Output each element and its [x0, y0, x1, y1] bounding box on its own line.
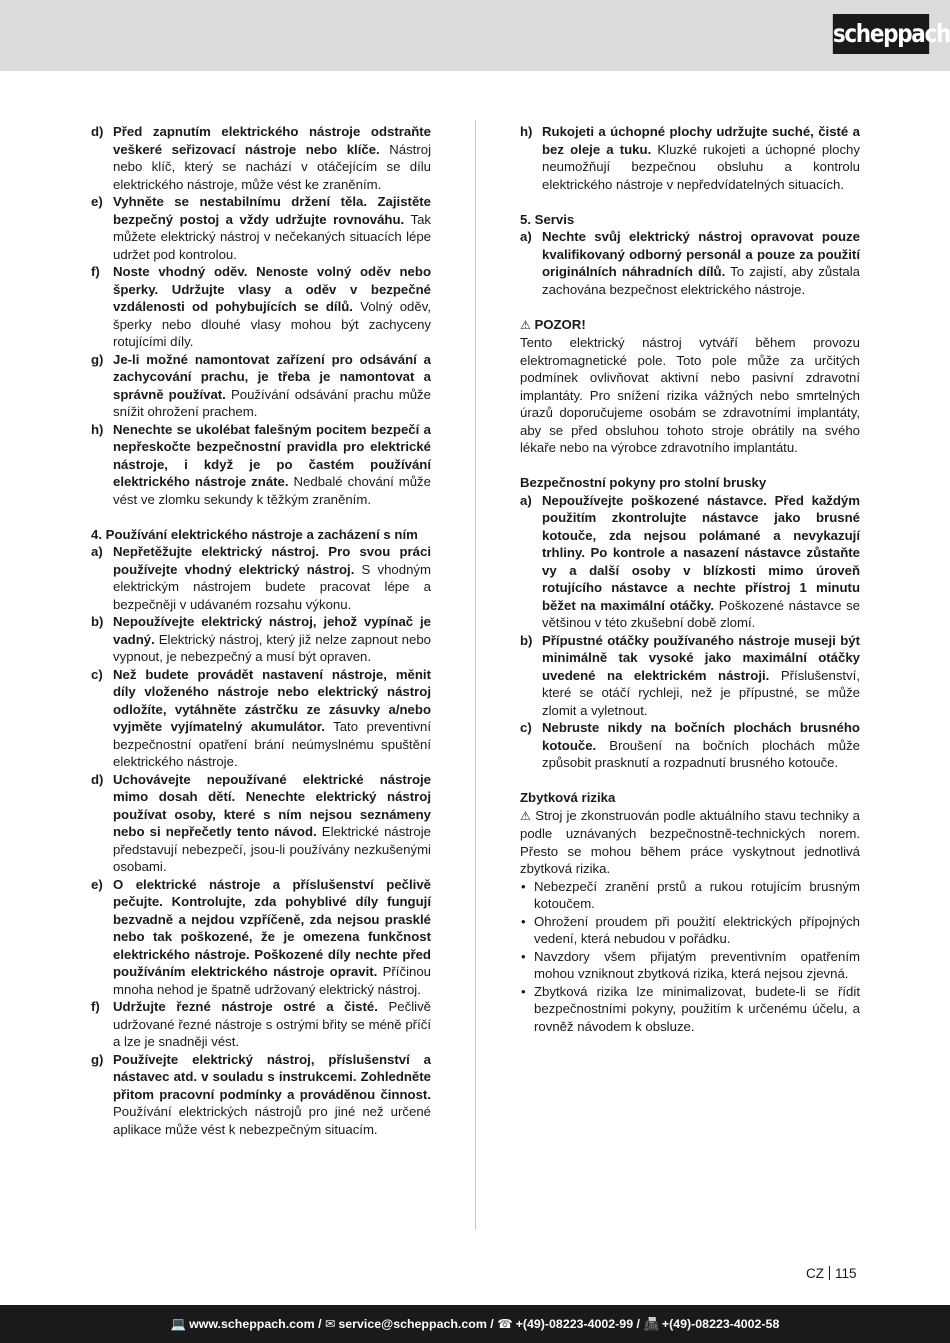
item-bold: Nechte svůj elektrický nástroj opravovat pouze kvalifikovaný odborný personál a pouze za použití originálních náhradních dílů. — [542, 229, 860, 279]
item-text: Poškozené nástavce se většinou v této zkušební době zlomí. — [542, 597, 861, 630]
header-band — [0, 0, 950, 71]
residual-intro — [520, 807, 860, 878]
item-bold: Udržujte řezné nástroje ostré a čisté. — [113, 999, 378, 1014]
warning-icon: ⚠ — [520, 808, 532, 823]
item-bold: Rukojeti a úchopné plochy udržujte suché, čisté a bez oleje a tuku. — [542, 124, 860, 157]
warning-text: Tento elektrický nástroj vytváří během provozu elektromagnetické pole. Toto pole může za určitých podmínek ovlivňovat aktivní nebo pasivní zdravotní implantáty. Pro snížení rizika vážných nebo smrtelných úrazů doporučujeme osobám se zdravotními implantáty, aby se před obsluhou tohoto stroje obrátily na svého lékaře nebo na výrobce zdravotního implantátu. — [520, 335, 860, 455]
item-marker: f) — [91, 264, 100, 279]
grinder-safety-title: Bezpečnostní pokyny pro stolní brusky — [520, 475, 767, 490]
footer-band: 💻 www.scheppach.com / ✉ service@scheppach.com / ☎ +(49)-08223-4002-99 / 📠 +(49)-08223-4002-58 — [0, 1305, 950, 1343]
safety-item-g — [91, 351, 431, 421]
item-marker: b) — [520, 632, 533, 648]
phone-icon: ☎ — [497, 1317, 513, 1331]
item-text: Příslušenství, které se otáčí rychleji, než je přípustné, se může zlomit a vyletnout. — [542, 667, 860, 718]
safety-item-f — [91, 263, 431, 351]
item-marker: a) — [520, 229, 532, 244]
safety-item-h — [91, 421, 431, 509]
footer-mail[interactable]: service@scheppach.com — [338, 1317, 487, 1331]
footer-web[interactable]: www.scheppach.com — [189, 1317, 315, 1331]
tool-use-item-c — [91, 666, 431, 771]
fax-icon: 📠 — [643, 1317, 659, 1331]
tool-use-item-e — [91, 876, 431, 999]
tool-use-item-d — [91, 771, 431, 876]
page-num-value: 115 — [835, 1266, 857, 1281]
bullet-dot: • — [521, 948, 526, 964]
item-text: Volný oděv, šperky nebo dlouhé vlasy mohou být zachyceny rotujícími díly. — [113, 299, 431, 349]
grinder-item-b — [520, 632, 860, 720]
item-text: Elektrické nástroje představují nebezpečí, jsou-li používány nezkušenými osobami. — [113, 824, 432, 874]
item-marker: a) — [91, 544, 103, 559]
grinder-items — [520, 492, 860, 772]
warning-icon: ⚠ — [520, 317, 531, 332]
item-bold: Před zapnutím elektrického nástroje odstraňte veškeré seřizovací nástroje nebo klíče. — [113, 124, 431, 157]
section-5-title: 5. Servis — [520, 211, 575, 227]
item-text: Kluzké rukojeti a úchopné plochy neumožňují bezpečnou obsluhu a kontrolu elektrického nástroje v nepředvídatelných situacích. — [542, 141, 860, 192]
item-bold: Nepřetěžujte elektrický nástroj. Pro svou práci používejte vhodný elektrický nástroj. — [113, 544, 431, 577]
right-column — [520, 123, 860, 1035]
tool-use-item-g — [91, 1051, 431, 1139]
footer-fax: +(49)-08223-4002-58 — [661, 1317, 780, 1331]
column-divider — [475, 120, 476, 1230]
bullet-dot: • — [521, 983, 526, 999]
safety-item-d — [91, 123, 431, 193]
item-text: Používání odsávání prachu může snížit ohrožení prachem. — [113, 386, 431, 419]
bullet-text: Zbytková rizika lze minimalizovat, budete-li se řídit bezpečnostními pokyny, použitím k určenému účelu, a rovněž návodem k obsluze. — [534, 983, 860, 1034]
section-4-items — [91, 543, 431, 1138]
item-text: Broušení na bočních plochách může způsobit prasknutí a rozpadnutí brusného kotouče. — [542, 737, 860, 770]
grinder-item-a — [520, 492, 860, 632]
item-marker: g) — [91, 1051, 104, 1067]
item-bold: Než budete provádět nastavení nástroje, měnit díly vloženého nástroje nebo elektrický nástroj odložíte, vytáhněte zástrčku ze zásuvky a/nebo vyjměte vyjímatelný akumulátor. — [113, 666, 431, 734]
page-number — [806, 1266, 857, 1281]
item-marker: f) — [91, 999, 100, 1014]
item-text: Elektrický nástroj, který již nelze zapnout nebo vypnout, je nebezpečný a musí být opraven. — [113, 631, 431, 664]
residual-risk-bullet — [520, 878, 860, 913]
item-text: S vhodným elektrickým nástrojem budete pracovat lépe a bezpečněji v udávaném rozsahu výkonu. — [113, 561, 431, 612]
item-marker: b) — [91, 614, 104, 629]
bullet-dot: • — [521, 913, 526, 929]
item-bold: O elektrické nástroje a příslušenství pečlivě pečujte. Kontrolujte, zda pohyblivé díly fungují bezvadně a nejdou vzpříčeně, zda nejsou prasklé nebo tak poškozené, že je omezena funkčnost elektrického nástroje. Poškozené díly nechte před používáním elektrického nástroje opravit. — [113, 876, 431, 979]
item-bold: Nepoužívejte poškozené nástavce. Před každým použitím zkontrolujte nástavce jako brusné kotouče, zda nejsou polámané a nevykazují trhliny. Po kontrole a nasazení nástavce zůstaňte vy a další osoby v blízkosti mimo úroveň rotujícího nástavce a nechte přístroj 1 minutu běžet na maximální otáčky. — [542, 492, 860, 613]
tool-use-item-a — [91, 543, 431, 613]
residual-risk-bullet — [520, 948, 860, 983]
item-marker: a) — [520, 492, 532, 508]
item-marker: h) — [91, 421, 104, 437]
safety-item-e — [91, 193, 431, 263]
bullet-dot: • — [521, 878, 526, 894]
item-marker: c) — [520, 720, 532, 735]
left-column — [91, 123, 431, 1138]
item-text: Příčinou mnoha nehod je špatně udržovaný elektrický nástroj. — [113, 964, 431, 997]
item-bold: Používejte elektrický nástroj, příslušenství a nástavec atd. v souladu s instrukcemi. Zohledněte přitom pracovní podmínky a prováděnou činnost. — [113, 1051, 431, 1102]
item-text: Pečlivě udržované řezné nástroje s ostrými břity se méně příčí a lze je snadněji vést. — [113, 999, 431, 1049]
left-items-top — [91, 123, 431, 508]
section-4-title: 4. Používání elektrického nástroje a zacházení s ním — [91, 526, 418, 542]
item-text: Nástroj nebo klíč, který se nachází v otáčejícím se dílu elektrického nástroje, může vést ke zraněním. — [113, 141, 432, 192]
item-marker: e) — [91, 876, 103, 892]
item-bold: Vyhněte se nestabilnímu držení těla. Zajistěte bezpečný postoj a vždy udržujte rovnováhu. — [113, 194, 431, 227]
item-marker: c) — [91, 666, 103, 682]
residual-risk-bullet — [520, 983, 860, 1036]
residual-risks-title: Zbytková rizika — [520, 790, 616, 805]
item-text: Tato preventivní bezpečnostní opatření brání neúmyslnému spuštění elektrického nástroje. — [113, 719, 431, 769]
grinder-item-c — [520, 719, 860, 772]
item-text: To zajistí, aby zůstala zachována bezpečnost elektrického nástroje. — [542, 264, 861, 297]
scheppach-logo: scheppach — [833, 14, 929, 54]
page-lang: CZ — [806, 1266, 824, 1281]
bullet-text: Ohrožení proudem při použití elektrických přípojných vedení, která nebudou v pořádku. — [534, 913, 860, 946]
item-h-grips — [520, 123, 860, 193]
computer-icon: 💻 — [170, 1317, 187, 1331]
item-bold: Je-li možné namontovat zařízení pro odsávání a zachycování prachu, je třeba je namontovat a správně používat. — [113, 351, 431, 402]
item-text: Nedbalé chování může vést ve zlomku sekundy k těžkým zraněním. — [113, 474, 431, 507]
item-bold: Nenechte se ukolébat falešným pocitem bezpečí a nepřeskočte bezpečnostní pravidla pro elektrické nástroje, i když je po častém používání elektrického nástroje znáte. — [113, 421, 431, 489]
residual-risk-bullet — [520, 913, 860, 948]
item-marker: e) — [91, 194, 103, 209]
item-5a-service — [520, 228, 860, 298]
item-bold: Nebruste nikdy na bočních plochách brusného kotouče. — [542, 720, 860, 753]
bullet-text: Nebezpečí zranění prstů a rukou rotujícím brusným kotoučem. — [534, 878, 860, 911]
tool-use-item-f — [91, 998, 431, 1051]
item-marker: g) — [91, 351, 104, 367]
residual-intro-text: Stroj je zkonstruován podle aktuálního stavu techniky a podle uznávaných bezpečnostně-technických norem. Přesto se mohou během práce vyskytnout jednotlivá zbytková rizika. — [520, 807, 861, 876]
item-text: Používání elektrických nástrojů pro jiné než určené aplikace může vést k nebezpečným situacím. — [113, 1104, 431, 1137]
item-marker: h) — [520, 124, 533, 139]
footer-phone: +(49)-08223-4002-99 — [515, 1317, 634, 1331]
warning-heading — [520, 316, 860, 335]
residual-bullets — [520, 878, 860, 1036]
item-bold: Přípustné otáčky používaného nástroje museji být minimálně tak vysoké jako maximální otáčky uvedené na elektrickém nástroji. — [542, 632, 860, 683]
warning-title: POZOR! — [534, 316, 586, 332]
bullet-text: Navzdory všem přijatým preventivním opatřením mohou vzniknout zbytková rizika, která nejsou zjevná. — [534, 948, 860, 981]
item-bold: Uchovávejte nepoužívané elektrické nástroje mimo dosah dětí. Nenechte elektrický nástroj používat osoby, které s ním nejsou seznámeny nebo si nepřečetly tento návod. — [113, 771, 431, 839]
tool-use-item-b — [91, 613, 431, 666]
mail-icon: ✉ — [325, 1317, 336, 1331]
item-bold: Noste vhodný oděv. Nenoste volný oděv nebo šperky. Udržujte vlasy a oděv v bezpečné vzdálenosti od pohybujících se dílů. — [113, 264, 431, 314]
item-marker: d) — [91, 124, 104, 139]
item-marker: d) — [91, 771, 104, 787]
item-text: Tak můžete elektrický nástroj v nečekaných situacích lépe udržet pod kontrolou. — [113, 211, 431, 262]
item-bold: Nepoužívejte elektrický nástroj, jehož vypínač je vadný. — [113, 614, 431, 647]
